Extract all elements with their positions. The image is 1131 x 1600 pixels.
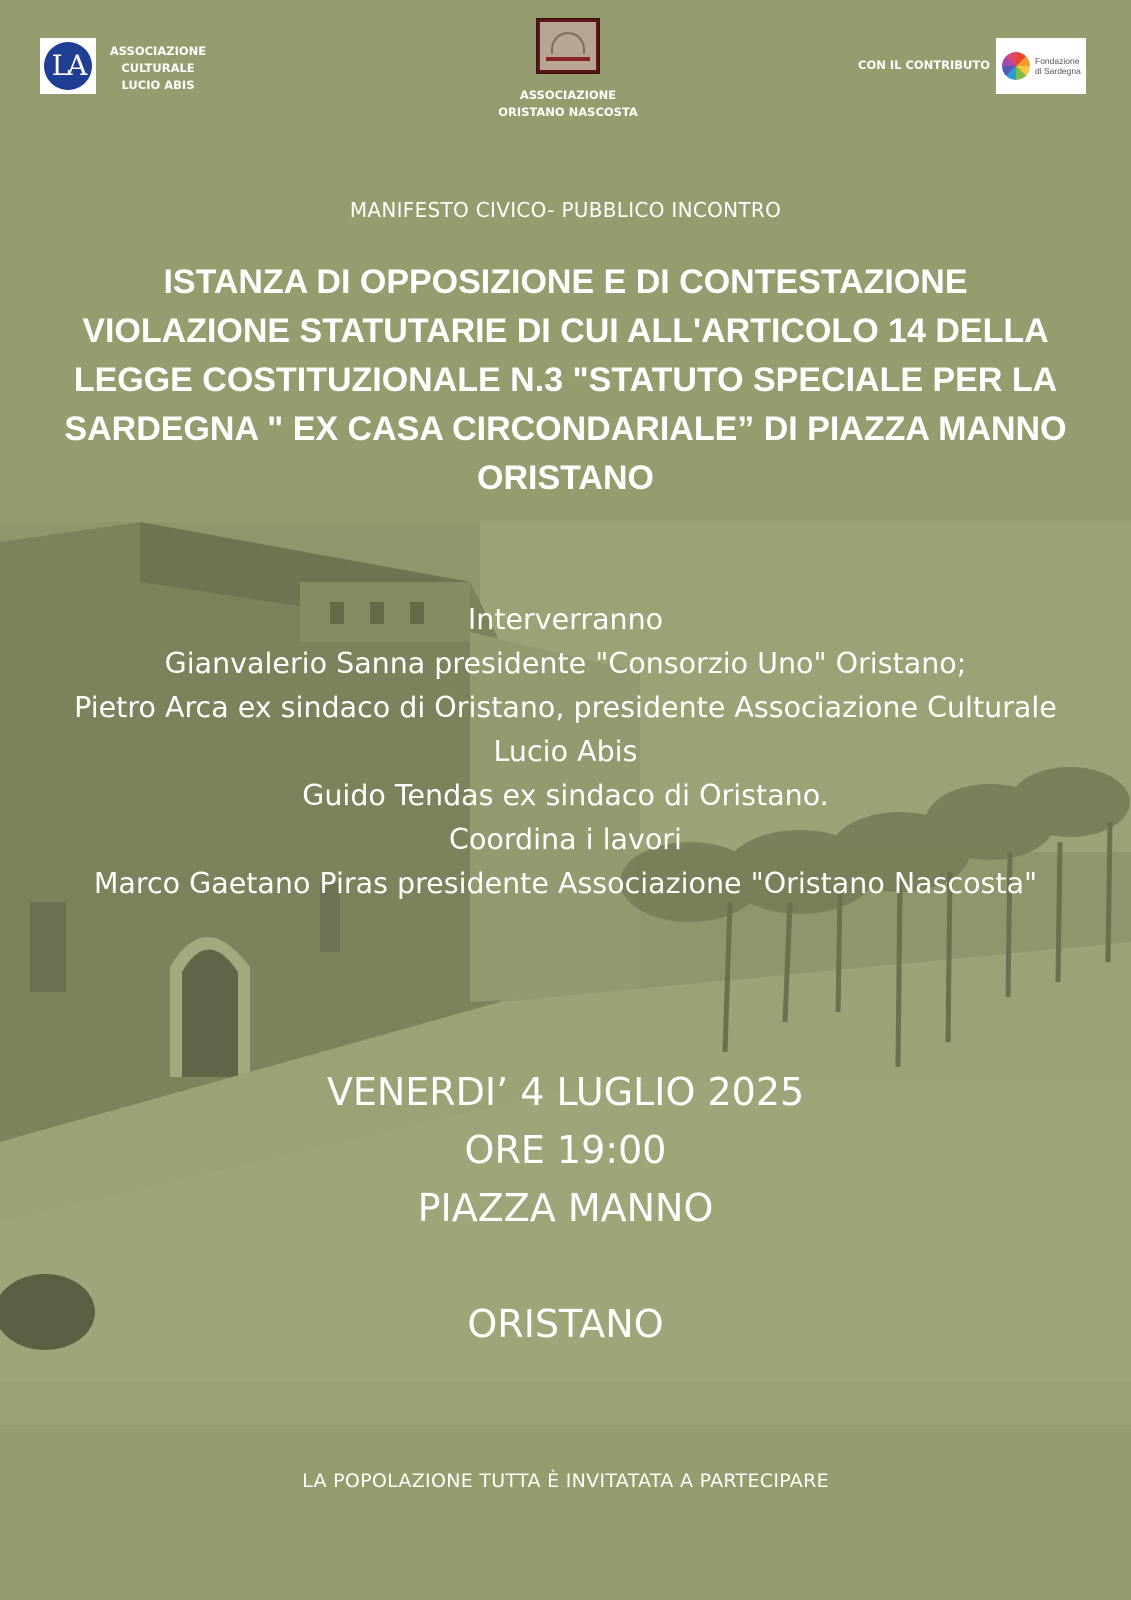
contributo-label: CON IL CONTRIBUTO	[858, 58, 990, 72]
event-time: ORE 19:00	[464, 1128, 667, 1172]
speaker-line: Marco Gaetano Piras presidente Associazione "Oristano Nascosta"	[93, 867, 1038, 900]
event-place: PIAZZA MANNO	[417, 1186, 714, 1230]
title-line: ORISTANO	[477, 459, 654, 497]
title-line: SARDEGNA " EX CASA CIRCONDARIALE” DI PIAZZA MANNO	[64, 410, 1067, 448]
title-line: LEGGE COSTITUZIONALE N.3 "STATUTO SPECIALE PER LA	[73, 361, 1058, 399]
event-date: VENERDI’ 4 LUGLIO 2025	[326, 1070, 805, 1114]
speaker-line: Pietro Arca ex sindaco di Oristano, presidente Associazione Culturale	[74, 691, 1057, 724]
invitation-footer: LA POPOLAZIONE TUTTA È INVITATATA A PARTECIPARE	[302, 1470, 829, 1492]
event-city: ORISTANO	[467, 1302, 664, 1346]
speaker-line: Interverranno	[467, 603, 664, 636]
title-line: VIOLAZIONE STATUTARIE DI CUI ALL'ARTICOLO 14 DELLA	[82, 312, 1049, 350]
speakers-list	[20, 598, 1111, 906]
event-details	[0, 1063, 1131, 1353]
title-line: ISTANZA DI OPPOSIZIONE E DI CONTESTAZIONE	[163, 263, 968, 301]
speaker-line: Coordina i lavori	[449, 823, 682, 856]
speaker-line: Guido Tendas ex sindaco di Oristano.	[302, 779, 829, 812]
speaker-line: Lucio Abis	[493, 735, 638, 768]
fondazione-sardegna-logo	[996, 38, 1086, 94]
event-kicker: MANIFESTO CIVICO- PUBBLICO INCONTRO	[349, 198, 782, 222]
oristano-nascosta-label: ASSOCIAZIONE ORISTANO NASCOSTA	[498, 88, 638, 119]
poster-title	[20, 258, 1111, 503]
lucio-abis-label: ASSOCIAZIONE CULTURALE LUCIO ABIS	[109, 44, 207, 92]
fondazione-sardegna-name: Fondazione di Sardegna	[1035, 56, 1081, 76]
oristano-nascosta-logo	[536, 18, 600, 74]
lucio-abis-logo: LA	[40, 38, 96, 94]
color-wheel-icon	[1002, 52, 1030, 80]
speaker-line: Gianvalerio Sanna presidente "Consorzio Uno" Oristano;	[164, 647, 967, 680]
